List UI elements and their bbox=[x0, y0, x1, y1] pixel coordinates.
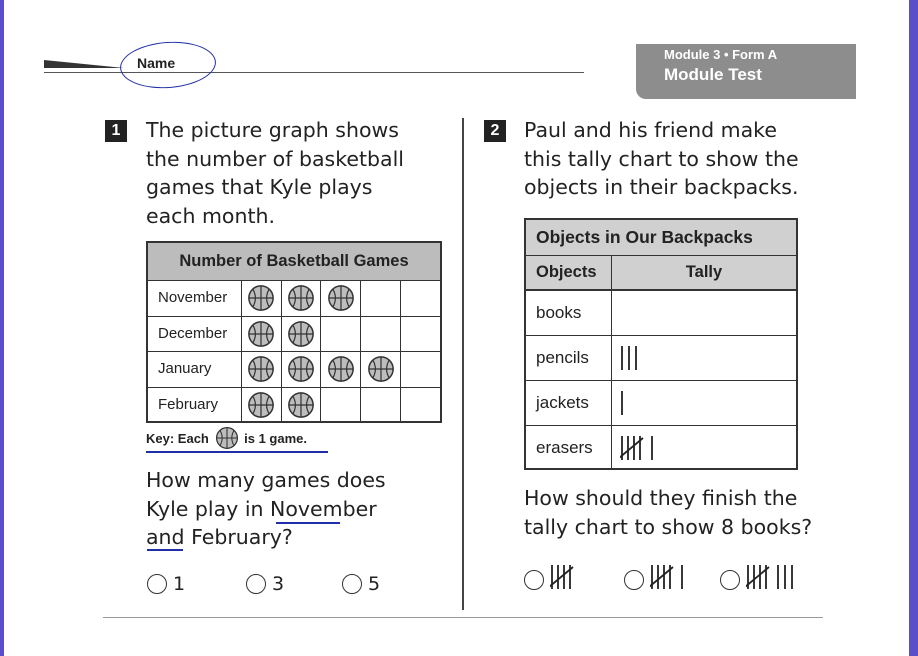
q1-choice-a[interactable] bbox=[147, 573, 185, 595]
picture-graph-cell bbox=[242, 281, 282, 316]
frame-right-border bbox=[909, 0, 918, 656]
picture-graph-cell bbox=[282, 281, 322, 316]
basketball-icon bbox=[247, 355, 275, 383]
basketball-icon bbox=[215, 426, 239, 453]
tally-chart-row bbox=[526, 426, 796, 470]
footer-divider bbox=[103, 617, 823, 618]
picture-graph-cell bbox=[282, 388, 322, 423]
picture-graph-cell bbox=[361, 388, 401, 423]
q2-choice-a[interactable] bbox=[524, 562, 584, 597]
picture-graph-cell bbox=[242, 352, 282, 387]
november-annotation-underline bbox=[276, 522, 340, 524]
key-prefix: Key: Each bbox=[146, 430, 209, 446]
picture-graph-cell bbox=[321, 388, 361, 423]
picture-graph-cell bbox=[401, 281, 440, 316]
tally-chart-row bbox=[526, 381, 796, 426]
column-divider bbox=[462, 118, 464, 610]
key-annotation-underline bbox=[146, 451, 328, 453]
and-annotation-underline bbox=[147, 549, 183, 551]
tally-marks-icon bbox=[550, 562, 584, 597]
object-label: jackets bbox=[526, 381, 612, 425]
picture-graph-row bbox=[148, 281, 440, 316]
picture-graph-cell bbox=[321, 317, 361, 352]
module-form-label: Module 3 • Form A bbox=[664, 47, 778, 62]
tally-cell bbox=[612, 291, 796, 335]
q2-choice-b[interactable] bbox=[624, 562, 691, 597]
radio-button[interactable] bbox=[524, 570, 544, 590]
basketball-icon bbox=[287, 391, 315, 419]
basketball-icon bbox=[215, 426, 239, 450]
question-2-question: How should they finish the tally chart to show 8 books? bbox=[524, 486, 813, 539]
question-1-prompt: The picture graph shows the number of basketball games that Kyle plays each month. bbox=[146, 118, 404, 228]
picture-graph-cell bbox=[401, 388, 440, 423]
module-title: Module Test bbox=[664, 65, 762, 84]
question-1-question: How many games does Kyle play in November and February? bbox=[146, 468, 386, 549]
picture-graph-cell bbox=[282, 352, 322, 387]
basketball-icon bbox=[247, 320, 275, 348]
picture-graph-title: Number of Basketball Games bbox=[148, 243, 440, 281]
tally-chart-row bbox=[526, 336, 796, 381]
object-label: books bbox=[526, 291, 612, 335]
basketball-icon bbox=[247, 391, 275, 419]
tally-chart bbox=[524, 218, 798, 470]
header-accent bbox=[44, 60, 124, 68]
tally-marks-icon bbox=[620, 388, 631, 418]
tally-cell bbox=[612, 336, 796, 380]
question-2-number: 2 bbox=[484, 120, 506, 142]
tally-marks-icon bbox=[650, 562, 691, 597]
basketball-icon bbox=[367, 355, 395, 383]
module-badge bbox=[636, 44, 856, 99]
picture-graph-row bbox=[148, 316, 440, 352]
basketball-icon bbox=[287, 284, 315, 312]
radio-button[interactable] bbox=[342, 574, 362, 594]
tally-chart-header bbox=[526, 256, 796, 291]
q2-choice-c[interactable] bbox=[720, 562, 801, 597]
basketball-icon bbox=[327, 284, 355, 312]
objects-column-header: Objects bbox=[526, 256, 612, 289]
picture-graph-cell bbox=[321, 281, 361, 316]
basketball-icon bbox=[327, 355, 355, 383]
picture-graph-key bbox=[146, 426, 307, 453]
radio-button[interactable] bbox=[720, 570, 740, 590]
month-label: December bbox=[148, 317, 242, 352]
choice-label: 3 bbox=[272, 573, 285, 595]
picture-graph-cell bbox=[401, 317, 440, 352]
month-label: January bbox=[148, 352, 242, 387]
object-label: erasers bbox=[526, 426, 612, 470]
picture-graph-cell bbox=[282, 317, 322, 352]
name-label: Name bbox=[137, 55, 176, 71]
question-2-prompt: Paul and his friend make this tally chart to show the objects in their backpacks. bbox=[524, 118, 799, 199]
picture-graph-cell bbox=[361, 352, 401, 387]
frame-left-border bbox=[0, 0, 4, 656]
tally-marks-icon bbox=[620, 343, 645, 373]
picture-graph-row bbox=[148, 351, 440, 387]
basketball-icon bbox=[287, 355, 315, 383]
radio-button[interactable] bbox=[624, 570, 644, 590]
key-suffix: is 1 game. bbox=[244, 430, 307, 446]
choice-label: 5 bbox=[368, 573, 381, 595]
tally-chart-title: Objects in Our Backpacks bbox=[526, 220, 796, 256]
tally-cell bbox=[612, 426, 796, 470]
picture-graph-cell bbox=[321, 352, 361, 387]
radio-button[interactable] bbox=[246, 574, 266, 594]
picture-graph-cell bbox=[242, 388, 282, 423]
tally-marks-icon bbox=[620, 433, 661, 463]
q1-choice-c[interactable] bbox=[342, 573, 380, 595]
tally-column-header: Tally bbox=[685, 263, 723, 281]
radio-button[interactable] bbox=[147, 574, 167, 594]
picture-graph-cell bbox=[401, 352, 440, 387]
choice-label: 1 bbox=[173, 573, 186, 595]
object-label: pencils bbox=[526, 336, 612, 380]
tally-cell bbox=[612, 381, 796, 425]
tally-chart-row bbox=[526, 291, 796, 336]
basketball-icon bbox=[287, 320, 315, 348]
month-label: November bbox=[148, 281, 242, 316]
question-1-number: 1 bbox=[105, 120, 127, 142]
picture-graph-cell bbox=[242, 317, 282, 352]
month-label: February bbox=[148, 388, 242, 423]
picture-graph-cell bbox=[361, 281, 401, 316]
basketball-icon bbox=[247, 284, 275, 312]
picture-graph-cell bbox=[361, 317, 401, 352]
picture-graph-row bbox=[148, 387, 440, 423]
tally-marks-icon bbox=[746, 562, 801, 597]
q1-choice-b[interactable] bbox=[246, 573, 284, 595]
picture-graph bbox=[146, 241, 442, 423]
